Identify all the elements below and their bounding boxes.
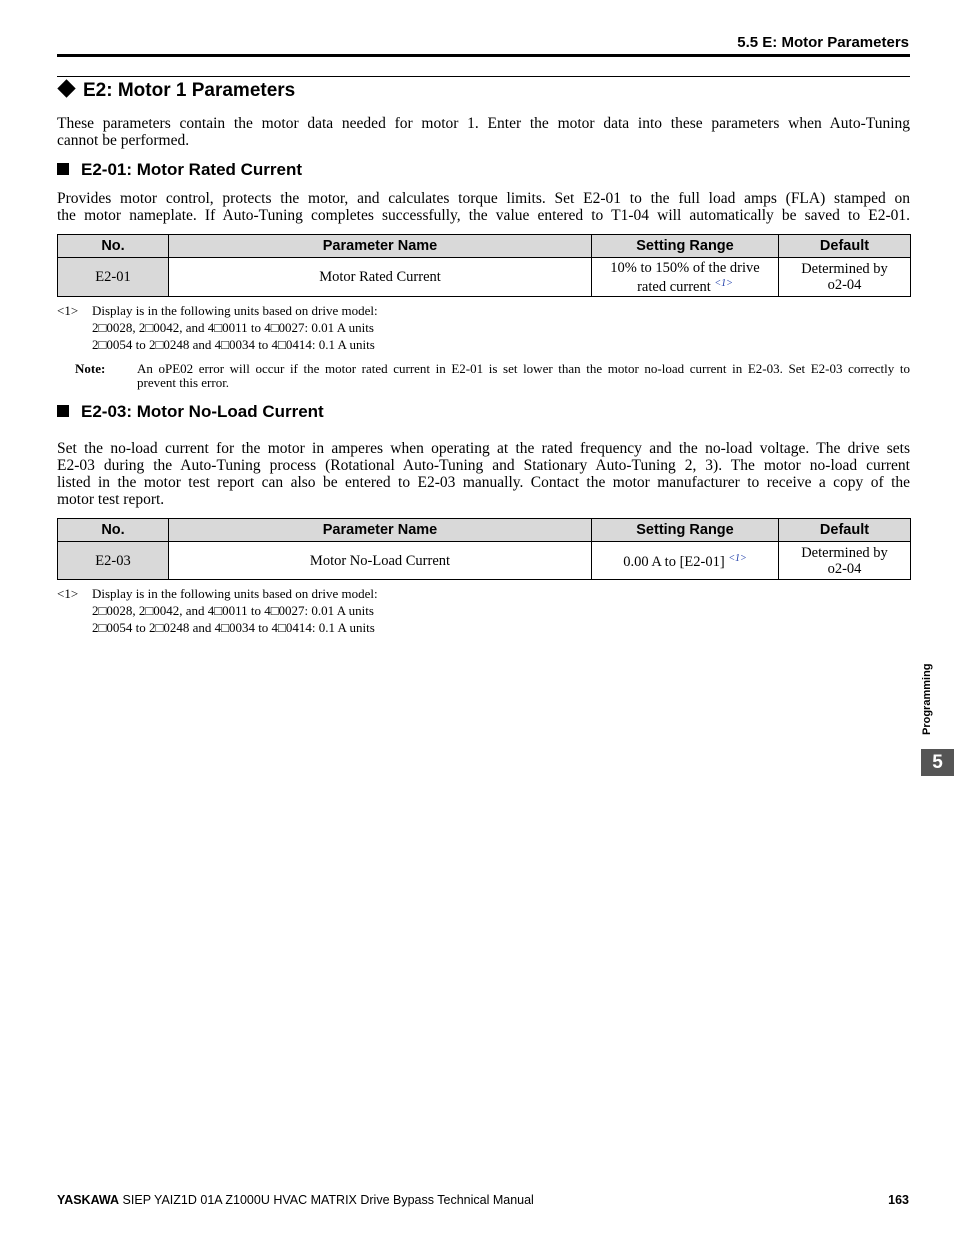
e2-01-parameter-table: [57, 234, 911, 297]
intro-line: These parameters contain the motor data needed for motor 1. Enter the motor data into these parameters when Auto-Tuning: [57, 115, 910, 132]
section-intro: [57, 115, 910, 149]
footnote-line: 2□0054 to 2□0248 and 4□0034 to 4□0414: 0.1 A units: [92, 620, 375, 635]
square-bullet-icon: [57, 405, 69, 417]
cell-parameter-name: Motor No-Load Current: [169, 542, 592, 580]
desc-line: motor test report.: [57, 491, 165, 508]
col-header-parameter-name: Parameter Name: [169, 519, 592, 542]
default-line: Determined by: [801, 261, 888, 277]
footnote-line: Display is in the following units based on drive model:: [92, 586, 378, 601]
table-row: [58, 542, 911, 580]
default-line: o2-04: [827, 277, 862, 293]
footnote-marker: <1>: [57, 303, 79, 318]
section-heading: [57, 80, 295, 102]
footer-brand: YASKAWA: [57, 1193, 120, 1207]
cell-default: [779, 258, 911, 297]
range-line: 0.00 A to [E2-01]: [623, 554, 725, 570]
col-header-setting-range: Setting Range: [592, 519, 779, 542]
chapter-tab-label: Programming: [921, 663, 933, 735]
footnote-ref-link[interactable]: <1>: [728, 553, 747, 564]
diamond-bullet-icon: [57, 79, 75, 97]
e2-01-description: [57, 190, 910, 224]
header-rule: [57, 54, 910, 57]
default-line: o2-04: [827, 560, 862, 577]
cell-no: E2-01: [58, 258, 169, 297]
e2-01-heading: [57, 160, 302, 180]
col-header-default: Default: [779, 519, 911, 542]
col-header-no: No.: [58, 519, 169, 542]
footnote-ref-link[interactable]: <1>: [714, 277, 733, 289]
footnote-line: 2□0028, 2□0042, and 4□0011 to 4□0027: 0.01 A units: [92, 320, 374, 335]
desc-line: E2-03 during the Auto-Tuning process (Rotational Auto-Tuning and Stationary Auto-Tuning 2, 3). The motor no-load current: [57, 457, 910, 474]
range-line: 10% to 150% of the drive: [610, 259, 760, 276]
e2-03-description: [57, 440, 910, 508]
chapter-tab-number: 5: [921, 749, 954, 776]
table-header-row: [58, 235, 911, 258]
section-rule: [57, 76, 910, 77]
note-text: [137, 362, 910, 390]
e2-01-note: [75, 362, 910, 390]
desc-line: the motor nameplate. If Auto-Tuning completes successfully, the value entered to T1-04 will automatically be saved to E2-01.: [57, 207, 910, 224]
e2-01-footnote: [57, 302, 378, 353]
e2-03-heading: [57, 402, 324, 422]
cell-default: [779, 542, 911, 580]
section-title: E2: Motor 1 Parameters: [83, 80, 296, 101]
intro-line: cannot be performed.: [57, 132, 190, 149]
table-header-row: [58, 519, 911, 542]
note-line: An oPE02 error will occur if the motor rated current in E2-01 is set lower than the motor no-load current in E2-03. Set E2-03 correctly to: [137, 361, 910, 376]
col-header-parameter-name: Parameter Name: [169, 235, 592, 258]
page-number: 163: [888, 1193, 909, 1207]
desc-line: Provides motor control, protects the motor, and calculates torque limits. Set E2-01 to the full load amps (FLA) stamped on: [57, 190, 910, 207]
e2-01-title: E2-01: Motor Rated Current: [81, 160, 303, 179]
cell-parameter-name: Motor Rated Current: [169, 258, 592, 297]
cell-setting-range: [592, 258, 779, 297]
running-header-title: 5.5 E: Motor Parameters: [737, 34, 909, 51]
e2-03-title: E2-03: Motor No-Load Current: [81, 402, 324, 421]
col-header-no: No.: [58, 235, 169, 258]
col-header-setting-range: Setting Range: [592, 235, 779, 258]
range-line: rated current: [637, 278, 711, 295]
col-header-default: Default: [779, 235, 911, 258]
footer: [57, 1193, 534, 1207]
footnote-line: 2□0054 to 2□0248 and 4□0034 to 4□0414: 0.1 A units: [92, 337, 375, 352]
desc-line: Set the no-load current for the motor in amperes when operating at the rated frequency and the no-load voltage. The drive sets: [57, 440, 910, 457]
square-bullet-icon: [57, 163, 69, 175]
note-label: Note:: [75, 361, 106, 376]
footnote-marker: <1>: [57, 586, 79, 601]
table-row: [58, 258, 911, 297]
note-line: prevent this error.: [137, 375, 230, 390]
cell-no: E2-03: [58, 542, 169, 580]
default-line: Determined by: [801, 544, 888, 561]
desc-line: listed in the motor test report can also be entered to E2-03 manually. Contact the motor manufacturer to receive a copy of the: [57, 474, 910, 491]
footnote-line: 2□0028, 2□0042, and 4□0011 to 4□0027: 0.01 A units: [92, 603, 374, 618]
footer-manual-title: SIEP YAIZ1D 01A Z1000U HVAC MATRIX Drive Bypass Technical Manual: [122, 1193, 534, 1207]
footnote-line: Display is in the following units based on drive model:: [92, 303, 378, 318]
e2-03-footnote: [57, 585, 378, 636]
cell-setting-range: [592, 542, 779, 580]
e2-03-parameter-table: [57, 518, 911, 580]
